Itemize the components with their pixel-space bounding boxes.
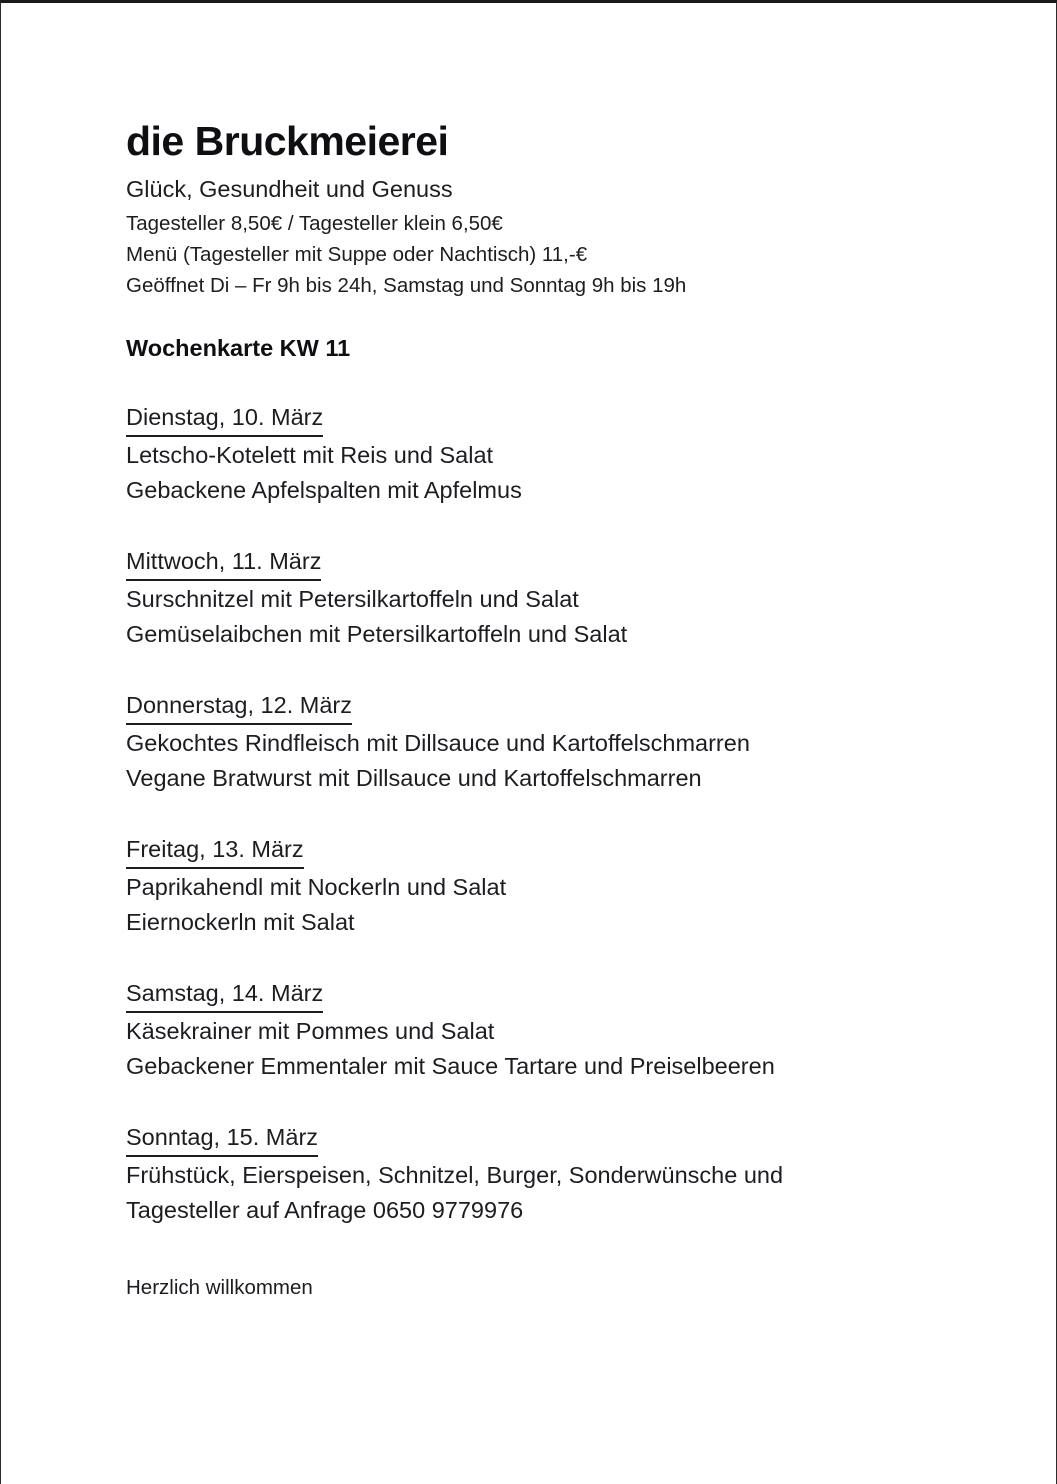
- list-item: Letscho-Kotelett mit Reis und Salat: [126, 441, 494, 468]
- dish-list-mittwoch: [126, 582, 986, 652]
- day-heading-samstag: Samstag, 14. März: [126, 976, 323, 1013]
- list-item: Gemüselaibchen mit Petersilkartoffeln und Salat: [126, 620, 628, 647]
- list-item: Paprikahendl mit Nockerln und Salat: [126, 873, 507, 900]
- list-item: Surschnitzel mit Petersilkartoffeln und Salat: [126, 585, 579, 612]
- dish-list-freitag: [126, 870, 986, 940]
- day-block-samstag: [126, 976, 986, 1084]
- weekly-menu-list: [126, 400, 986, 1228]
- day-block-donnerstag: [126, 688, 986, 796]
- info-line-prices: Tagesteller 8,50€ / Tagesteller klein 6,50€: [126, 212, 503, 236]
- week-heading: Wochenkarte KW 11: [126, 335, 351, 362]
- dish-list-samstag: [126, 1014, 986, 1084]
- menu-content: [126, 118, 986, 1303]
- day-block-freitag: [126, 832, 986, 940]
- day-heading-dienstag: Dienstag, 10. März: [126, 400, 323, 437]
- day-heading-donnerstag: Donnerstag, 12. März: [126, 688, 352, 725]
- day-block-mittwoch: [126, 544, 986, 652]
- day-block-sonntag: [126, 1120, 986, 1228]
- list-item: Gebackene Apfelspalten mit Apfelmus: [126, 476, 522, 503]
- list-item: Vegane Bratwurst mit Dillsauce und Kartoffelschmarren: [126, 764, 702, 791]
- info-line-menu-price: Menü (Tagesteller mit Suppe oder Nachtisch) 11,-€: [126, 243, 588, 267]
- page-title: die Bruckmeierei: [126, 118, 449, 164]
- list-item: Tagesteller auf Anfrage 0650 9779976: [126, 1196, 524, 1223]
- day-heading-freitag: Freitag, 13. März: [126, 832, 304, 869]
- brand-tagline: Glück, Gesundheit und Genuss: [126, 176, 453, 202]
- day-block-dienstag: [126, 400, 986, 508]
- list-item: Gebackener Emmentaler mit Sauce Tartare und Preiselbeeren: [126, 1052, 775, 1079]
- closing-greeting: Herzlich willkommen: [126, 1275, 313, 1299]
- day-heading-mittwoch: Mittwoch, 11. März: [126, 544, 321, 581]
- list-item: Käsekrainer mit Pommes und Salat: [126, 1017, 495, 1044]
- day-heading-sonntag: Sonntag, 15. März: [126, 1120, 318, 1157]
- list-item: Frühstück, Eierspeisen, Schnitzel, Burger, Sonderwünsche und: [126, 1161, 784, 1188]
- list-item: Gekochtes Rindfleisch mit Dillsauce und Kartoffelschmarren: [126, 729, 750, 756]
- info-line-opening-hours: Geöffnet Di – Fr 9h bis 24h, Samstag und Sonntag 9h bis 19h: [126, 274, 687, 298]
- pricing-and-hours-info: [126, 208, 986, 301]
- dish-list-donnerstag: [126, 726, 986, 796]
- dish-list-sonntag: [126, 1158, 986, 1228]
- list-item: Eiernockerln mit Salat: [126, 908, 355, 935]
- dish-list-dienstag: [126, 438, 986, 508]
